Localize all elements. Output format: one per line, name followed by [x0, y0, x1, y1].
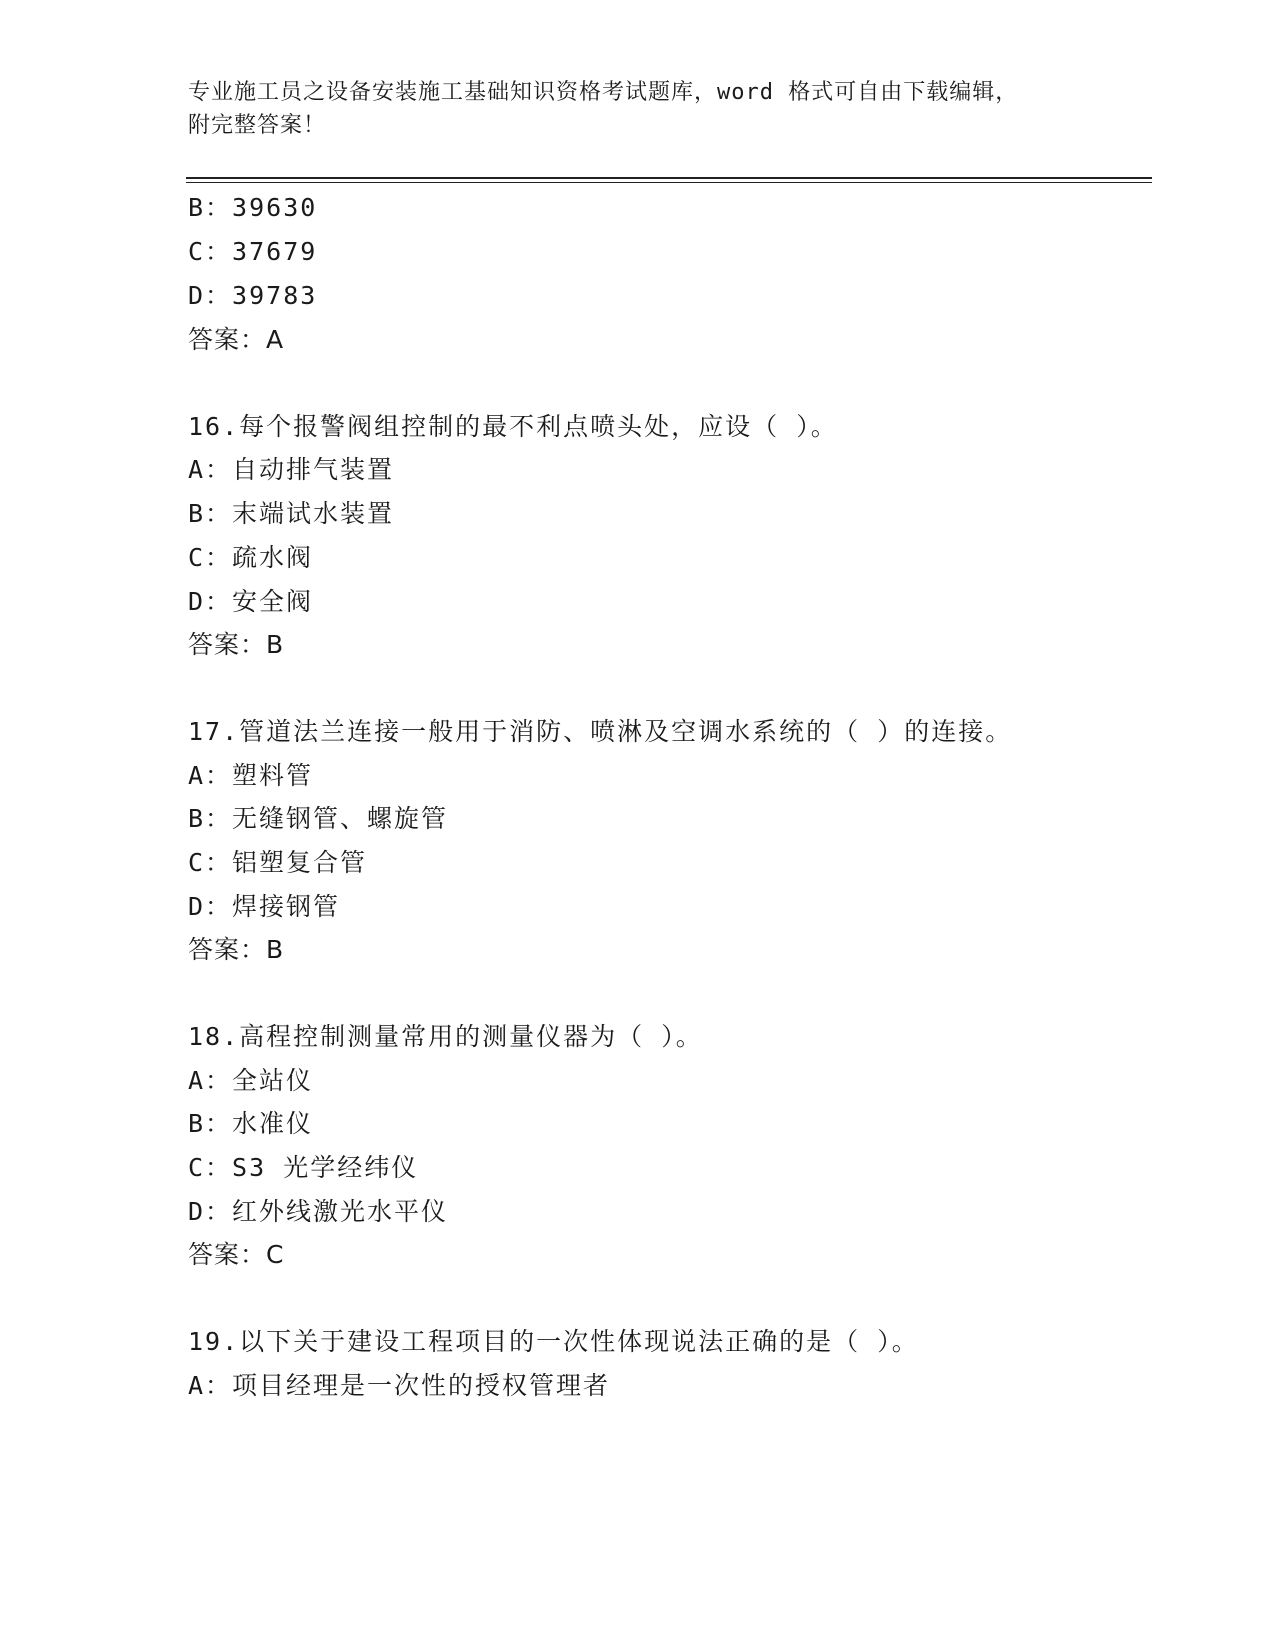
header-line-2: 附完整答案！ — [188, 113, 327, 138]
q17-stem: 17.管道法兰连接一般用于消防、喷淋及空调水系统的（ ）的连接。 — [188, 717, 1013, 746]
q17-option-c: C：铝塑复合管 — [188, 848, 368, 877]
q16-answer: 答案：B — [188, 630, 285, 659]
q18-answer: 答案：C — [188, 1240, 285, 1269]
q18-stem: 18.高程控制测量常用的测量仪器为（ ）。 — [188, 1022, 703, 1051]
q17-option-a: A：塑料管 — [188, 761, 314, 790]
q18-option-a: A：全站仪 — [188, 1066, 314, 1095]
q16-stem: 16.每个报警阀组控制的最不利点喷头处，应设（ ）。 — [188, 412, 838, 441]
q18-option-b: B：水准仪 — [188, 1109, 314, 1138]
document-header — [188, 76, 1068, 142]
q16-option-c: C：疏水阀 — [188, 543, 314, 572]
q17-answer: 答案：B — [188, 935, 285, 964]
q17-option-b: B：无缝钢管、螺旋管 — [188, 804, 449, 833]
q19-option-a: A：项目经理是一次性的授权管理者 — [188, 1371, 611, 1400]
q19-stem: 19.以下关于建设工程项目的一次性体现说法正确的是（ ）。 — [188, 1327, 919, 1356]
q16-option-d: D：安全阀 — [188, 587, 314, 616]
q15-option-d: D：39783 — [188, 281, 318, 310]
q16-option-a: A：自动排气装置 — [188, 455, 395, 484]
header-divider-thin — [186, 182, 1152, 183]
header-line-1: 专业施工员之设备安装施工基础知识资格考试题库，word 格式可自由下载编辑， — [188, 80, 1019, 105]
q15-option-c: C：37679 — [188, 237, 318, 266]
q17-option-d: D：焊接钢管 — [188, 892, 341, 921]
q16-option-b: B：末端试水装置 — [188, 499, 395, 528]
q15-option-b: B：39630 — [188, 193, 318, 222]
q18-option-d: D：红外线激光水平仪 — [188, 1197, 449, 1226]
q18-option-c: C：S3 光学经纬仪 — [188, 1153, 419, 1182]
header-divider — [186, 177, 1152, 179]
q15-answer: 答案：A — [188, 325, 285, 354]
